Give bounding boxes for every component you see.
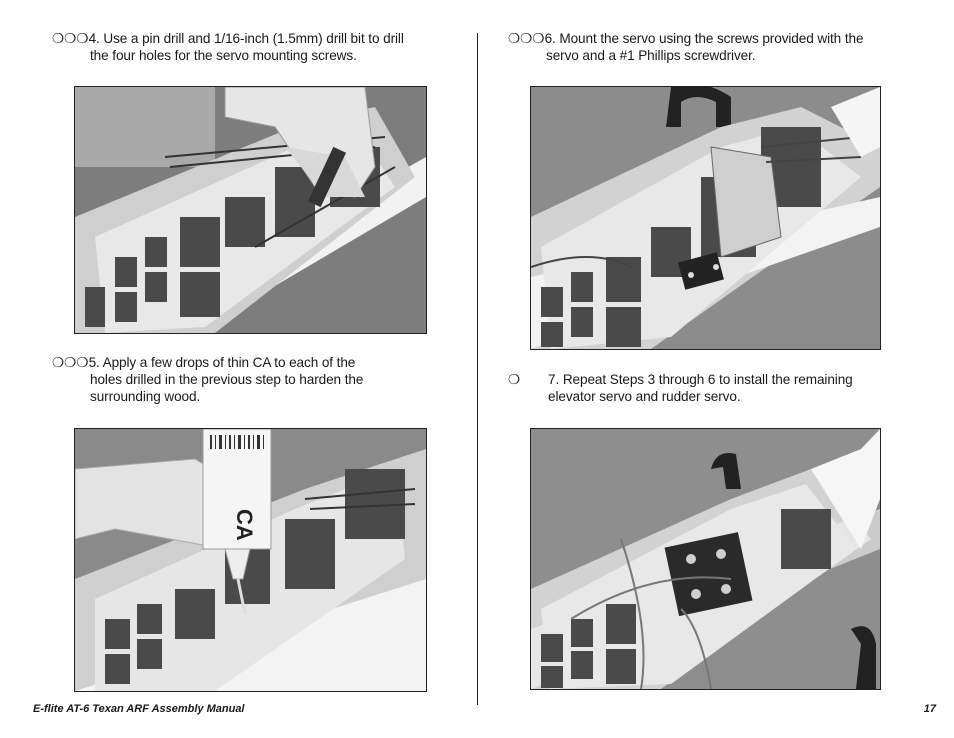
step-7-line-1: 7. Repeat Steps 3 through 6 to install the remaining [548, 372, 853, 387]
column-divider [477, 33, 478, 705]
photo-mounting-servo [530, 86, 881, 350]
step-checkboxes[interactable]: ❍❍❍ [52, 355, 89, 370]
step-5-text [52, 354, 363, 405]
step-5-line-1: 5. Apply a few drops of thin CA to each of the [88, 355, 356, 370]
footer-manual-title: E-flite AT-6 Texan ARF Assembly Manual [33, 703, 245, 715]
step-6-line-2: servo and a #1 Phillips screwdriver. [546, 48, 756, 63]
step-4-line-2: the four holes for the servo mounting screws. [90, 48, 357, 63]
step-checkboxes[interactable]: ❍❍❍ [508, 31, 545, 46]
photo-drilling-holes [74, 86, 427, 334]
step-checkboxes[interactable]: ❍ [508, 372, 521, 387]
photo-remaining-servos [530, 428, 881, 690]
step-6-line-1: 6. Mount the servo using the screws provided with the [544, 31, 864, 46]
photo-applying-ca [74, 428, 427, 692]
step-7-line-2: elevator servo and rudder servo. [548, 389, 741, 404]
ca-bottle-label: CA [232, 509, 257, 541]
step-4-text [52, 30, 404, 64]
step-5-line-2: holes drilled in the previous step to harden the [90, 372, 364, 387]
step-checkboxes[interactable]: ❍❍❍ [52, 31, 89, 46]
step-4-line-1: 4. Use a pin drill and 1/16-inch (1.5mm) drill bit to drill [88, 31, 404, 46]
step-5-line-3: surrounding wood. [90, 389, 201, 404]
page-number: 17 [923, 703, 936, 715]
step-7-text [508, 371, 853, 405]
step-6-text [508, 30, 863, 64]
